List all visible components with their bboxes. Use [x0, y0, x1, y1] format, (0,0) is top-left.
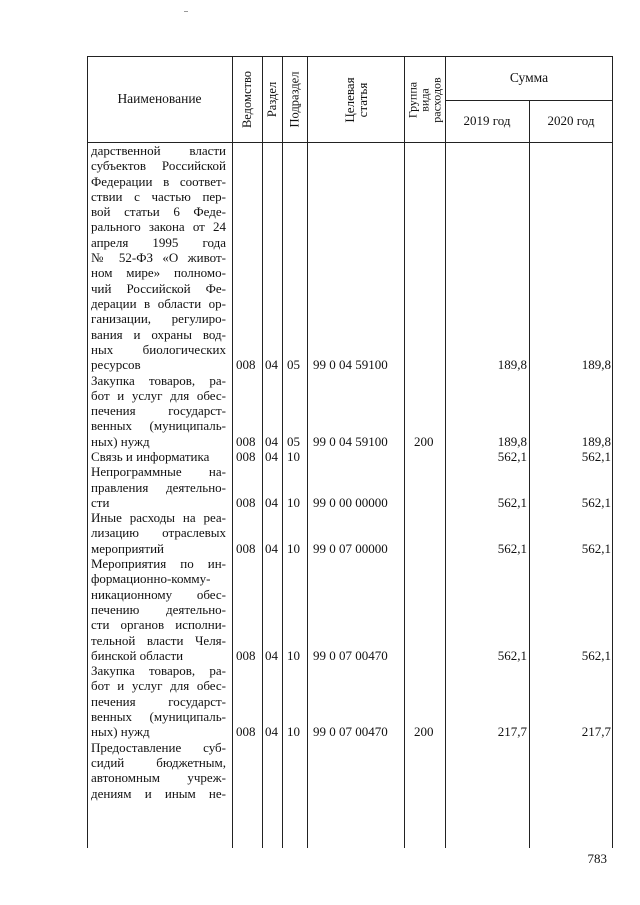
row-name	[91, 740, 226, 801]
cell-vedomstvo: 008	[236, 647, 256, 663]
cell-podrazdel: 05	[287, 433, 300, 449]
row-name-line: лизацию отраслевых	[91, 525, 226, 541]
row-name-line: апреля 1995 года	[91, 234, 226, 250]
col-border	[232, 56, 233, 848]
row-name-line: ных биологических	[91, 341, 226, 357]
row-name-line: бот и услуг для обес-	[91, 387, 226, 403]
cell-sum-2020: 562,1	[581, 647, 611, 663]
col-border	[404, 56, 405, 848]
col-border	[307, 56, 308, 848]
cell-razdel: 04	[265, 449, 278, 464]
scan-mark	[184, 11, 188, 12]
cell-razdel: 04	[265, 540, 278, 556]
row-name-line: дерации в области ор-	[91, 295, 226, 311]
cell-sum-2019: 217,7	[497, 724, 527, 740]
cell-podrazdel: 10	[287, 647, 300, 663]
row-name	[91, 663, 226, 739]
row-name-line: сидий бюджетным,	[91, 754, 226, 770]
row-name-line: вания и охраны вод-	[91, 326, 226, 342]
cell-celevaya-statya: 99 0 04 59100	[313, 357, 388, 373]
row-name	[91, 449, 226, 464]
cell-sum-2020: 217,7	[581, 724, 611, 740]
header-razdel: Раздел	[265, 81, 280, 118]
cell-sum-2019: 189,8	[497, 357, 527, 373]
row-name-line: венных (муниципаль-	[91, 418, 226, 434]
row-name-line: никационному обес-	[91, 586, 226, 602]
header-summa: Сумма	[509, 70, 549, 85]
row-name-line: Иные расходы на реа-	[91, 510, 226, 526]
cell-podrazdel: 10	[287, 494, 300, 510]
row-name-line: печения государст-	[91, 403, 226, 419]
row-name-line: вой статьи 6 Феде-	[91, 204, 226, 220]
cell-celevaya-statya: 99 0 07 00470	[313, 724, 388, 740]
header-podrazdel: Подраздел	[287, 71, 302, 128]
row-name-line: печению деятельно-	[91, 601, 226, 617]
row-name-line: венных (муниципаль-	[91, 709, 226, 725]
cell-razdel: 04	[265, 433, 278, 449]
row-name-line: субъектов Российской	[91, 158, 226, 174]
row-name-line: правления деятельно-	[91, 479, 226, 495]
header-year-2020: 2020 год	[547, 113, 595, 128]
cell-vedomstvo: 008	[236, 433, 256, 449]
row-name	[91, 464, 226, 510]
cell-sum-2019: 562,1	[497, 494, 527, 510]
row-name-line: ных) нужд	[91, 724, 150, 740]
row-name-line: формационно-комму-	[91, 571, 211, 587]
cell-podrazdel: 10	[287, 540, 300, 556]
row-name-line: сти	[91, 494, 110, 510]
header-gruppa-vida-rashodov: Группа вида расходов	[406, 76, 444, 123]
row-name-line: Закупка товаров, ра-	[91, 372, 226, 388]
row-name	[91, 510, 226, 556]
row-name	[91, 373, 226, 449]
cell-vedomstvo: 008	[236, 540, 256, 556]
cell-vedomstvo: 008	[236, 449, 256, 464]
row-name-line: Предоставление суб-	[91, 739, 226, 755]
row-name-line: автономным учреж-	[91, 770, 226, 786]
header-celevaya-statya: Целевая статья	[342, 76, 370, 123]
header-vedomstvo: Ведомство	[240, 70, 254, 129]
row-name	[91, 556, 226, 663]
cell-sum-2020: 189,8	[581, 433, 611, 449]
row-name-line: рального закона от 24	[91, 219, 226, 235]
row-name-line: ном мире» полномо-	[91, 265, 226, 281]
cell-celevaya-statya: 99 0 07 00470	[313, 647, 388, 663]
col-border	[87, 56, 88, 848]
row-name-line: печения государст-	[91, 693, 226, 709]
cell-razdel: 04	[265, 494, 278, 510]
row-name-line: Непрограммные на-	[91, 464, 226, 480]
row-name-line: бинской области	[91, 647, 184, 663]
row-name-line: ных) нужд	[91, 433, 150, 449]
cell-sum-2019: 189,8	[497, 433, 527, 449]
cell-podrazdel: 10	[287, 449, 300, 464]
cell-podrazdel: 05	[287, 357, 300, 373]
row-name-line: бот и услуг для обес-	[91, 678, 226, 694]
cell-sum-2019: 562,1	[497, 449, 527, 464]
row-name-line: ганизации, регулиро-	[91, 311, 226, 327]
page-number: 783	[587, 851, 607, 866]
cell-sum-2020: 189,8	[581, 357, 611, 373]
row-name-line: Связь и информатика	[91, 449, 210, 464]
cell-gruppa: 200	[414, 433, 434, 449]
row-name-line: мероприятий	[91, 540, 164, 556]
cell-celevaya-statya: 99 0 07 00000	[313, 540, 388, 556]
cell-razdel: 04	[265, 357, 278, 373]
header-year-2019: 2019 год	[463, 113, 511, 128]
col-border	[529, 100, 530, 848]
row-name-line: дарственной власти	[91, 143, 226, 158]
cell-sum-2020: 562,1	[581, 540, 611, 556]
row-name-line: № 52-ФЗ «О живот-	[91, 250, 226, 266]
row-name-line: Мероприятия по ин-	[91, 556, 226, 572]
cell-podrazdel: 10	[287, 724, 300, 740]
row-name-line: ствии с частью пер-	[91, 188, 226, 204]
cell-vedomstvo: 008	[236, 724, 256, 740]
cell-sum-2020: 562,1	[581, 449, 611, 464]
cell-celevaya-statya: 99 0 04 59100	[313, 433, 388, 449]
row-name	[91, 143, 226, 372]
cell-vedomstvo: 008	[236, 357, 256, 373]
cell-razdel: 04	[265, 647, 278, 663]
row-name-line: ресурсов	[91, 357, 141, 373]
row-name-line: сти органов исполни-	[91, 617, 226, 633]
col-border	[445, 56, 446, 848]
cell-sum-2020: 562,1	[581, 494, 611, 510]
cell-razdel: 04	[265, 724, 278, 740]
col-border	[262, 56, 263, 848]
col-border	[612, 56, 613, 848]
col-border	[282, 56, 283, 848]
row-name-line: Закупка товаров, ра-	[91, 663, 226, 679]
row-name-line: тельной власти Челя-	[91, 632, 226, 648]
cell-celevaya-statya: 99 0 00 00000	[313, 494, 388, 510]
header-name: Наименование	[117, 91, 202, 106]
row-name-line: Федерации в соответ-	[91, 173, 226, 189]
cell-sum-2019: 562,1	[497, 540, 527, 556]
cell-gruppa: 200	[414, 724, 434, 740]
row-name-line: чий Российской Фе-	[91, 280, 226, 296]
row-name-line: дениям и иным не-	[91, 785, 226, 801]
cell-sum-2019: 562,1	[497, 647, 527, 663]
cell-vedomstvo: 008	[236, 494, 256, 510]
